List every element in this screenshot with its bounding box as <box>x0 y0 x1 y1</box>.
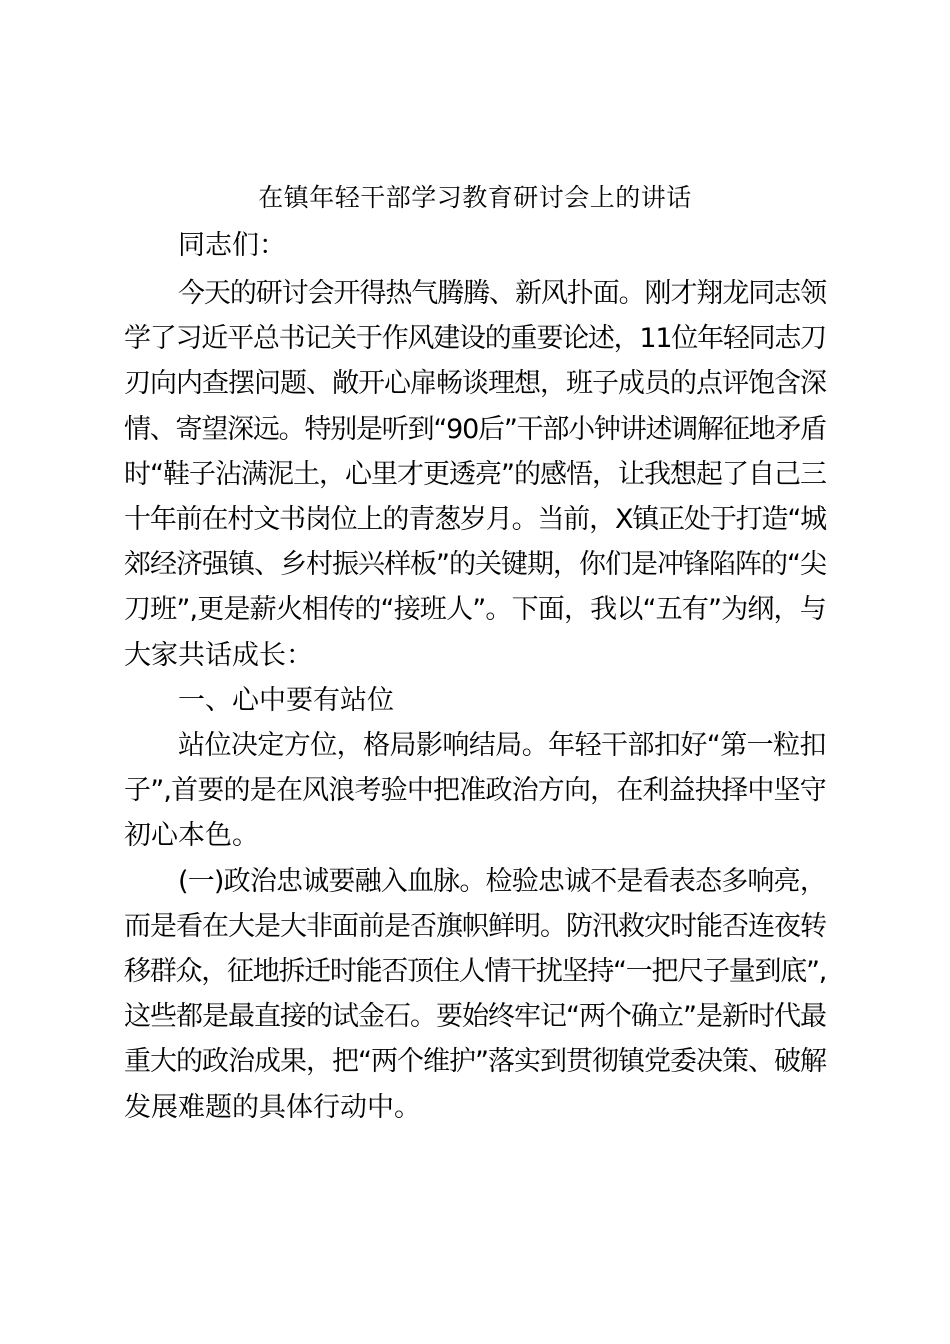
body-line: 时“鞋子沾满泥土，心里才更透亮”的感悟，让我想起了自己三 <box>124 459 826 490</box>
body-line: 这些都是最直接的试金石。要始终牢记“两个确立”是新时代最 <box>124 1001 826 1032</box>
body-line: 重大的政治成果，把“两个维护”落实到贯彻镇党委决策、破解 <box>124 1046 826 1077</box>
salutation: 同志们： <box>178 230 286 261</box>
body-line: 刀班”,更是薪火相传的“接班人”。下面，我以“五有”为纲，与 <box>124 594 826 625</box>
body-line: 学了习近平总书记关于作风建设的重要论述，11位年轻同志刀 <box>124 323 826 354</box>
body-line: 一、心中要有站位 <box>178 685 394 716</box>
document-title: 在镇年轻干部学习教育研讨会上的讲话 <box>258 183 692 212</box>
body-line: 初心本色。 <box>124 820 259 851</box>
body-line: 郊经济强镇、乡村振兴样板”的关键期，你们是冲锋陷阵的“尖 <box>124 549 826 580</box>
body-line: 情、寄望深远。特别是听到“90后”干部小钟讲述调解征地矛盾 <box>124 414 826 445</box>
body-line: 子”,首要的是在风浪考验中把准政治方向，在利益抉择中坚守 <box>124 775 826 806</box>
body-line: 刃向内查摆问题、敞开心扉畅谈理想，班子成员的点评饱含深 <box>124 368 826 399</box>
body-line: 大家共话成长： <box>124 640 313 671</box>
body-line: 发展难题的具体行动中。 <box>124 1092 421 1123</box>
body-line: 移群众，征地拆迁时能否顶住人情干扰坚持“一把尺子量到底”, <box>124 956 827 987</box>
body-line: 站位决定方位，格局影响结局。年轻干部扣好“第一粒扣 <box>178 730 826 761</box>
body-line: 十年前在村文书岗位上的青葱岁月。当前，X镇正处于打造“城 <box>124 504 827 535</box>
body-line: 而是看在大是大非面前是否旗帜鲜明。防汛救灾时能否连夜转 <box>124 911 826 942</box>
body-line: (一)政治忠诚要融入血脉。检验忠诚不是看表态多响亮， <box>178 866 827 897</box>
body-line: 今天的研讨会开得热气腾腾、新风扑面。刚才翔龙同志领 <box>178 278 826 309</box>
